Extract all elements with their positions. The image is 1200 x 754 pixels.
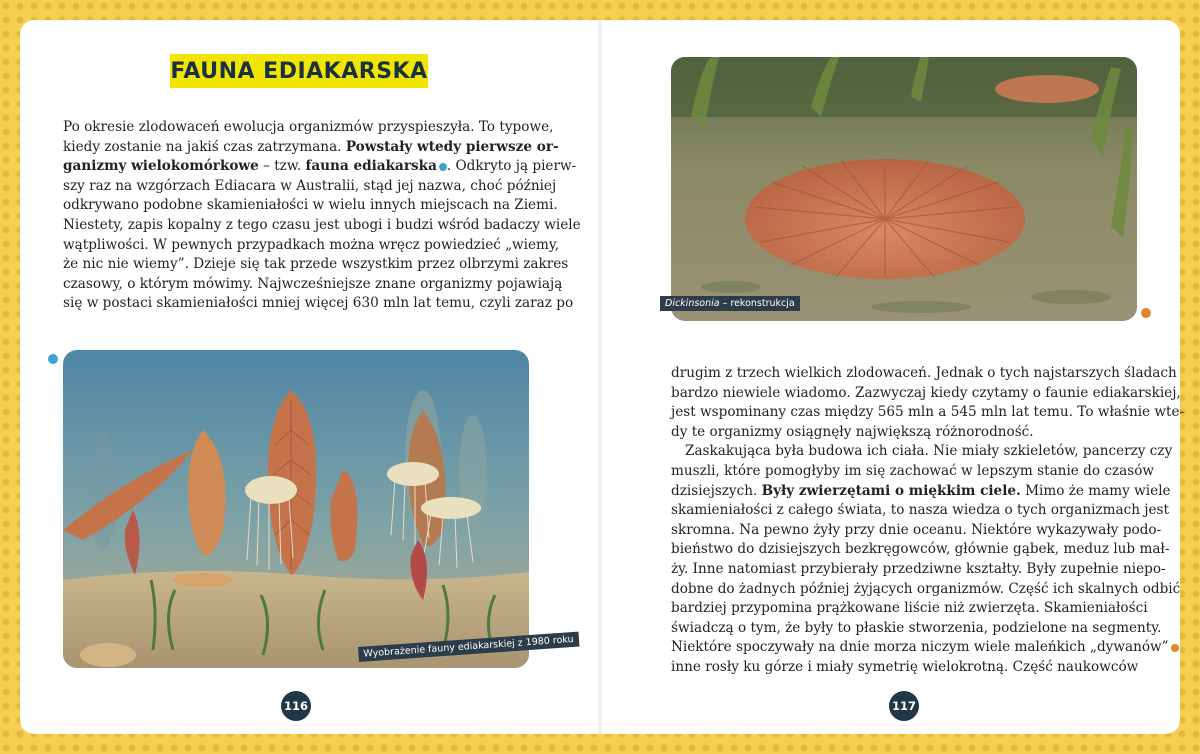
text-line: wątpliwości. W pewnych przypadkach można wręcz powiedzieć „wiemy, [63, 236, 560, 253]
text-line: skromna. Na pewno żyły przy dnie oceanu. Niektóre wykazywały podo- [671, 521, 1162, 538]
blue-marker-icon [439, 163, 447, 171]
text-line: Niektóre spoczywały na dnie morza niczym wiele maleńkich „dywanów” [671, 638, 1137, 658]
text-line: odkrywano podobne skamieniałości w wielu innych miejscach na Ziemi. [63, 197, 558, 214]
text-line: inne rosły ku górze i miały symetrię wielokrotną. Część naukowców [671, 658, 1139, 675]
text-line: drugim z trzech wielkich zlodowaceń. Jednak o tych najstarszych śladach [671, 365, 1177, 381]
orange-marker-icon [1141, 308, 1151, 318]
chapter-title: FAUNA EDIAKARSKA [170, 58, 428, 84]
text-line: szy raz na wzgórzach Ediacara w Australii, stąd jej nazwa, choć później [63, 177, 557, 194]
text-line: bardziej przypomina prążkowane liście niż zwierzęta. Skamieniałości [671, 600, 1148, 617]
blue-marker-icon [48, 354, 58, 364]
page-number-right: 117 [889, 691, 919, 721]
right-photo-caption: Dickinsonia – rekonstrukcja [660, 296, 800, 311]
text-line: bardzo niewiele wiadomo. Zazwyczaj kiedy czytamy o faunie ediakarskiej, [671, 384, 1181, 401]
orange-marker-icon [1171, 644, 1179, 652]
text-line: kiedy zostanie na jakiś czas zatrzymana. Powstały wtedy pierwsze or- [63, 138, 559, 155]
text-line: ganizmy wielokomórkowe – tzw. fauna ediakarska . Odkryto ją pierw- [63, 158, 577, 175]
text-line: się w postaci skamieniałości mniej więcej 630 mln lat temu, czyli zaraz po [63, 295, 574, 312]
text-line: bieństwo do dzisiejszych bezkręgowców, głównie gąbek, meduz lub mał- [671, 541, 1170, 558]
text-line: Po okresie zlodowaceń ewolucja organizmów przyspieszyła. To typowe, [63, 119, 554, 135]
left-body-text [63, 118, 581, 314]
text-line: czasowy, o którym mówimy. Najwcześniejsze znane organizmy pojawiają [63, 275, 563, 292]
text-line: jest wspominany czas między 565 mln a 545 mln lat temu. To właśnie wte- [671, 404, 1185, 421]
text-line: muszli, które pomogłyby im się zachować w lepszym stanie do czasów [671, 462, 1155, 479]
dickinsonia-reconstruction-photo [671, 57, 1137, 321]
text-line: świadczą o tym, że były to płaskie stworzenia, podzielone na segmenty. [671, 619, 1162, 636]
text-line: że nic nie wiemy”. Dzieje się tak przede wszystkim przez olbrzymi zakres [63, 256, 569, 273]
ediacaran-fauna-illustration [63, 350, 529, 668]
left-photo-caption: Wyobrażenie fauny ediakarskiej z 1980 roku [358, 632, 579, 662]
text-line: skamieniałości z całego świata, to nasza wiedza o tych organizmach jest [671, 502, 1169, 519]
text-line: Niestety, zapis kopalny z tego czasu jest ubogi i budzi wśród badaczy wiele [63, 216, 581, 233]
chapter-title-highlight [170, 54, 428, 88]
right-body-text [671, 364, 1185, 678]
text-line: dobne do żadnych później żyjących organizmów. Część ich skalnych odbić [671, 580, 1181, 597]
text-line: Zaskakująca była budowa ich ciała. Nie miały szkieletów, pancerzy czy [685, 443, 1173, 460]
text-line: dy te organizmy osiągnęły największą różnorodność. [671, 423, 1034, 440]
book-gutter [598, 20, 602, 734]
text-line: dzisiejszych. Były zwierzętami o miękkim ciele. Mimo że mamy wiele [671, 482, 1171, 499]
page-number-left: 116 [281, 691, 311, 721]
text-line: ży. Inne natomiast przybierały przedziwne kształty. Były zupełnie niepo- [671, 560, 1166, 577]
